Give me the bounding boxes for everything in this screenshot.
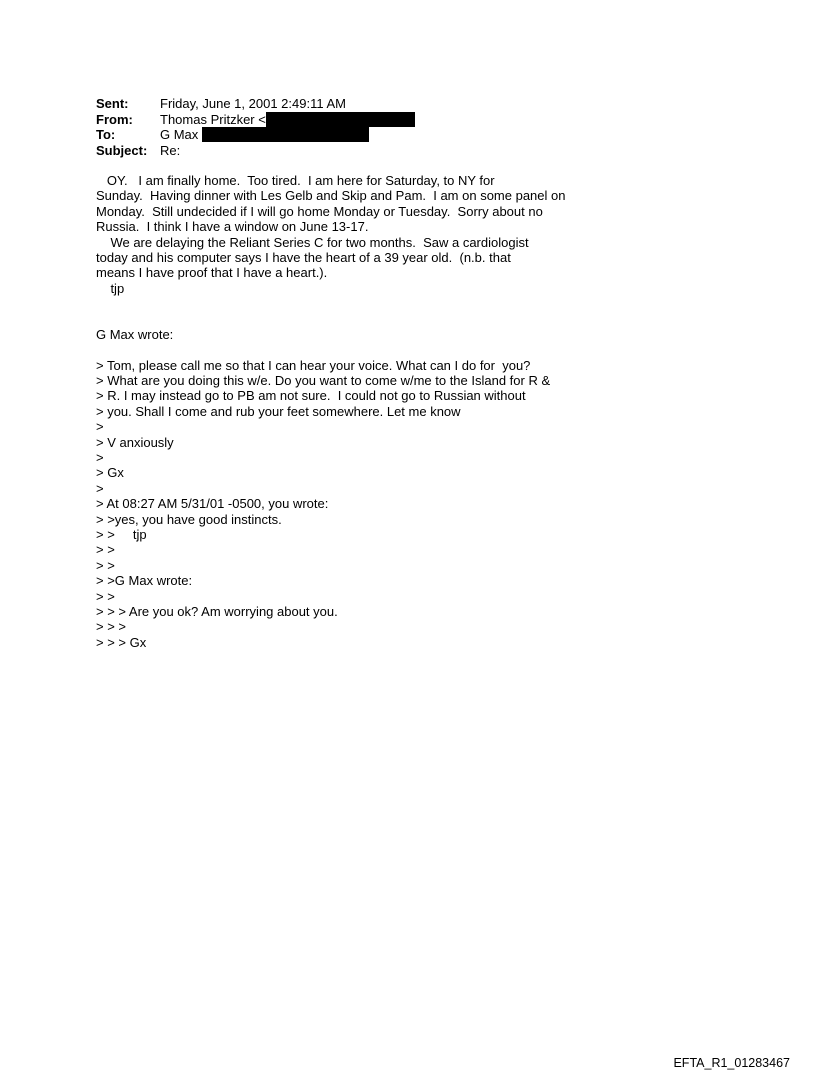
subject-value: Re: (160, 142, 181, 158)
to-redaction (202, 127, 369, 142)
body-line: > At 08:27 AM 5/31/01 -0500, you wrote: (96, 496, 329, 512)
body-line: G Max wrote: (96, 326, 174, 342)
body-line: Russia. I think I have a window on June 13-17. (96, 219, 369, 235)
sent-value: Friday, June 1, 2001 2:49:11 AM (160, 96, 346, 111)
body-line: > > (96, 557, 115, 573)
body-line: > >yes, you have good instincts. (96, 511, 282, 527)
body-line: tjp (96, 280, 125, 296)
document-id: EFTA_R1_01283467 (673, 1056, 790, 1070)
body-line: > > > Are you ok? Am worrying about you. (96, 603, 338, 619)
body-line: Sunday. Having dinner with Les Gelb and Skip and Pam. I am on some panel on (96, 188, 566, 204)
body-line (96, 296, 565, 311)
body-line: OY. I am finally home. Too tired. I am here for Saturday, to NY for (96, 173, 495, 188)
body-line: > >G Max wrote: (96, 573, 193, 589)
from-redaction (266, 112, 415, 127)
body-line: Monday. Still undecided if I will go home Monday or Tuesday. Sorry about no (96, 203, 543, 219)
body-line: > Tom, please call me so that I can hear your voice. What can I do for you? (96, 357, 531, 373)
body-line: > (96, 450, 104, 466)
body-line: > R. I may instead go to PB am not sure. I could not go to Russian without (96, 388, 526, 404)
body-line (96, 312, 565, 327)
body-line: > > > (96, 619, 126, 635)
body-line: > > tjp (96, 526, 147, 542)
to-label: To: (96, 127, 116, 142)
to-value: G Max (160, 127, 199, 142)
from-label: From: (96, 111, 133, 127)
to-value-wrap (160, 127, 369, 143)
body-line: We are delaying the Reliant Series C for two months. Saw a cardiologist (96, 234, 529, 250)
body-line: > (96, 480, 104, 496)
from-value: Thomas Pritzker < (160, 111, 266, 127)
sent-label: Sent: (96, 96, 129, 111)
body-line: > Gx (96, 465, 124, 481)
body-line: > you. Shall I come and rub your feet somewhere. Let me know (96, 403, 461, 419)
email-body (96, 173, 565, 650)
body-line: > V anxiously (96, 434, 174, 450)
body-line: > > (96, 542, 115, 558)
body-line: > > > Gx (96, 634, 147, 650)
body-line: today and his computer says I have the heart of a 39 year old. (n.b. that (96, 249, 511, 265)
body-line: > (96, 419, 104, 435)
body-line: > What are you doing this w/e. Do you want to come w/me to the Island for R & (96, 373, 551, 389)
subject-label: Subject: (96, 142, 148, 158)
body-line: means I have proof that I have a heart.). (96, 265, 328, 281)
from-value-wrap (160, 112, 415, 128)
body-line: > > (96, 588, 115, 604)
body-line (96, 342, 565, 357)
